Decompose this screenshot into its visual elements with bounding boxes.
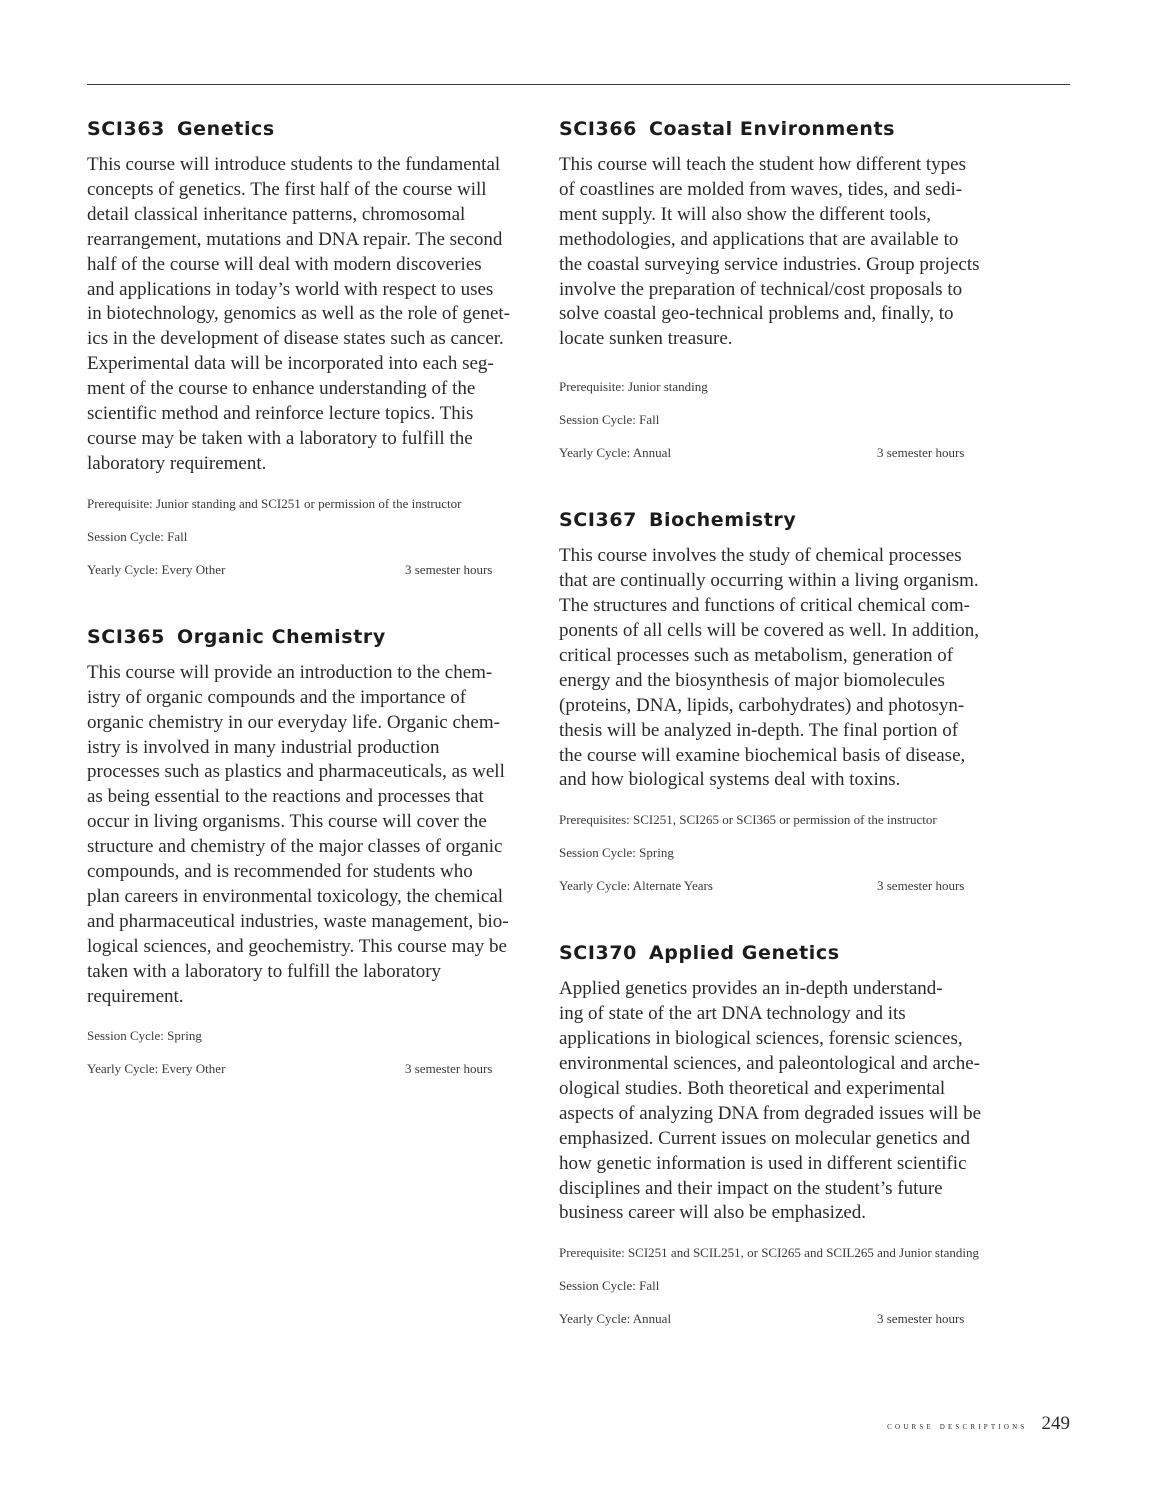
description-line: The structures and functions of critical chemical com-	[559, 595, 970, 617]
session-cycle: Session Cycle: Fall	[559, 412, 660, 428]
semester-hours: 3 semester hours	[405, 1061, 493, 1077]
right-column	[559, 115, 1004, 1328]
description-line: applications in biological sciences, forensic sciences,	[559, 1028, 963, 1050]
page-number: 249	[1041, 1413, 1070, 1434]
description-line: and applications in today’s world with respect to uses	[87, 278, 494, 300]
yearly-cycle: Yearly Cycle: Annual	[559, 445, 672, 461]
course-name: Coastal Environments	[648, 118, 896, 140]
left-column	[87, 115, 532, 1078]
description-line: disciplines and their impact on the student’s future	[559, 1177, 943, 1199]
session-cycle: Session Cycle: Fall	[87, 528, 188, 544]
course-sci370	[559, 939, 1004, 1328]
description-line: detail classical inheritance patterns, chromosomal	[87, 203, 466, 225]
description-line: ponents of all cells will be covered as well. In addition,	[559, 619, 979, 641]
description-line: of coastlines are molded from waves, tides, and sedi-	[559, 178, 963, 200]
description-line: how genetic information is used in different scientific	[559, 1152, 967, 1174]
prerequisite: Prerequisites: SCI251, SCI265 or SCI365 or permission of the instructor	[559, 812, 937, 828]
course-title	[559, 506, 1004, 534]
yearly-cycle-row	[559, 877, 1004, 895]
course-description	[559, 544, 1004, 793]
course-code: SCI363	[87, 118, 165, 140]
yearly-cycle: Yearly Cycle: Every Other	[87, 1061, 226, 1077]
description-line: and how biological systems deal with toxins.	[559, 769, 901, 791]
course-name: Biochemistry	[648, 509, 797, 532]
description-line: concepts of genetics. The first half of the course will	[87, 178, 487, 200]
description-line: ing of state of the art DNA technology and its	[559, 1003, 906, 1025]
course-sci365	[87, 623, 532, 1079]
course-code: SCI366	[559, 118, 637, 140]
description-line: thesis will be analyzed in-depth. The final portion of	[559, 719, 959, 741]
description-line: This course will teach the student how different types	[559, 154, 966, 175]
yearly-cycle: Yearly Cycle: Annual	[559, 1311, 672, 1327]
course-description	[87, 661, 532, 1010]
prerequisite: Prerequisite: SCI251 and SCIL251, or SCI265 and SCIL265 and Junior standing	[559, 1245, 979, 1261]
description-line: critical processes such as metabolism, generation of	[559, 644, 954, 666]
page-footer	[887, 1413, 1070, 1435]
description-line: This course involves the study of chemical processes	[559, 545, 962, 567]
description-line: and pharmaceutical industries, waste management, bio-	[87, 910, 509, 932]
semester-hours: 3 semester hours	[877, 1311, 965, 1327]
description-line: locate sunken treasure.	[559, 328, 733, 350]
description-line: This course will provide an introduction to the chem-	[87, 661, 493, 683]
description-line: (proteins, DNA, lipids, carbohydrates) and photosyn-	[559, 694, 965, 716]
description-line: istry is involved in many industrial production	[87, 736, 440, 758]
description-line: taken with a laboratory to fulfill the laboratory	[87, 960, 442, 982]
description-line: involve the preparation of technical/cost proposals to	[559, 278, 963, 300]
description-line: solve coastal geo-technical problems and, finally, to	[559, 303, 954, 325]
description-line: energy and the biosynthesis of major biomolecules	[559, 669, 945, 691]
description-line: logical sciences, and geochemistry. This course may be	[87, 935, 507, 957]
description-line: emphasized. Current issues on molecular genetics and	[559, 1127, 971, 1149]
course-sci363	[87, 115, 532, 579]
description-line: occur in living organisms. This course will cover the	[87, 811, 487, 833]
description-line: laboratory requirement.	[87, 452, 267, 474]
description-line: environmental sciences, and paleontological and arche-	[559, 1053, 980, 1075]
description-line: aspects of analyzing DNA from degraded issues will be	[559, 1102, 982, 1124]
description-line: rearrangement, mutations and DNA repair. The second	[87, 228, 503, 250]
course-title	[87, 623, 532, 651]
semester-hours: 3 semester hours	[877, 878, 965, 894]
course-description	[559, 977, 1004, 1226]
yearly-cycle-row	[559, 444, 1004, 462]
course-name: Genetics	[176, 118, 275, 140]
description-line: Applied genetics provides an in-depth understand-	[559, 978, 943, 1000]
yearly-cycle: Yearly Cycle: Every Other	[87, 561, 226, 577]
description-line: the course will examine biochemical basis of disease,	[559, 744, 966, 766]
course-title	[87, 115, 532, 143]
description-line: compounds, and is recommended for students who	[87, 861, 473, 883]
description-line: istry of organic compounds and the importance of	[87, 686, 467, 708]
semester-hours: 3 semester hours	[877, 445, 965, 461]
top-rule	[87, 84, 1070, 85]
description-line: course may be taken with a laboratory to fulfill the	[87, 427, 473, 449]
yearly-cycle-row	[559, 1310, 1004, 1328]
session-cycle: Session Cycle: Fall	[559, 1278, 660, 1294]
prerequisite: Prerequisite: Junior standing and SCI251 or permission of the instructor	[87, 495, 462, 511]
course-name: Applied Genetics	[648, 942, 840, 965]
course-sci366	[559, 115, 1004, 462]
course-code: SCI365	[87, 625, 165, 648]
prerequisite: Prerequisite: Junior standing	[559, 379, 708, 395]
description-line: methodologies, and applications that are available to	[559, 228, 959, 250]
description-line: ment of the course to enhance understanding of the	[87, 378, 476, 400]
description-line: requirement.	[87, 985, 184, 1007]
session-cycle: Session Cycle: Spring	[559, 845, 674, 861]
description-line: scientific method and reinforce lecture topics. This	[87, 403, 474, 425]
course-code: SCI370	[559, 942, 637, 965]
session-cycle: Session Cycle: Spring	[87, 1028, 202, 1044]
description-line: ment supply. It will also show the different tools,	[559, 203, 932, 225]
course-description	[87, 153, 532, 477]
course-code: SCI367	[559, 509, 637, 532]
description-line: half of the course will deal with modern discoveries	[87, 253, 482, 275]
description-line: ics in the development of disease states such as cancer.	[87, 328, 504, 350]
course-name: Organic Chemistry	[176, 625, 386, 648]
description-line: structure and chemistry of the major classes of organic	[87, 836, 503, 858]
yearly-cycle-row	[87, 1060, 532, 1078]
description-line: ological studies. Both theoretical and experimental	[559, 1077, 946, 1099]
course-sci367	[559, 506, 1004, 895]
description-line: processes such as plastics and pharmaceuticals, as well	[87, 761, 505, 783]
description-line: business career will also be emphasized.	[559, 1202, 867, 1224]
description-line: This course will introduce students to the fundamental	[87, 154, 501, 175]
description-line: as being essential to the reactions and processes that	[87, 786, 484, 808]
description-line: in biotechnology, genomics as well as the role of genet-	[87, 303, 510, 325]
semester-hours: 3 semester hours	[405, 561, 493, 577]
course-title	[559, 939, 1004, 967]
yearly-cycle-row	[87, 561, 532, 579]
footer-section-title: course descriptions	[887, 1421, 1028, 1432]
description-line: organic chemistry in our everyday life. Organic chem-	[87, 711, 500, 733]
description-line: plan careers in environmental toxicology, the chemical	[87, 885, 504, 907]
course-description	[559, 153, 1004, 352]
course-title	[559, 115, 1004, 143]
description-line: that are continually occurring within a living organism.	[559, 570, 979, 592]
yearly-cycle: Yearly Cycle: Alternate Years	[559, 878, 713, 894]
description-line: the coastal surveying service industries. Group projects	[559, 253, 980, 275]
description-line: Experimental data will be incorporated into each seg-	[87, 353, 494, 375]
